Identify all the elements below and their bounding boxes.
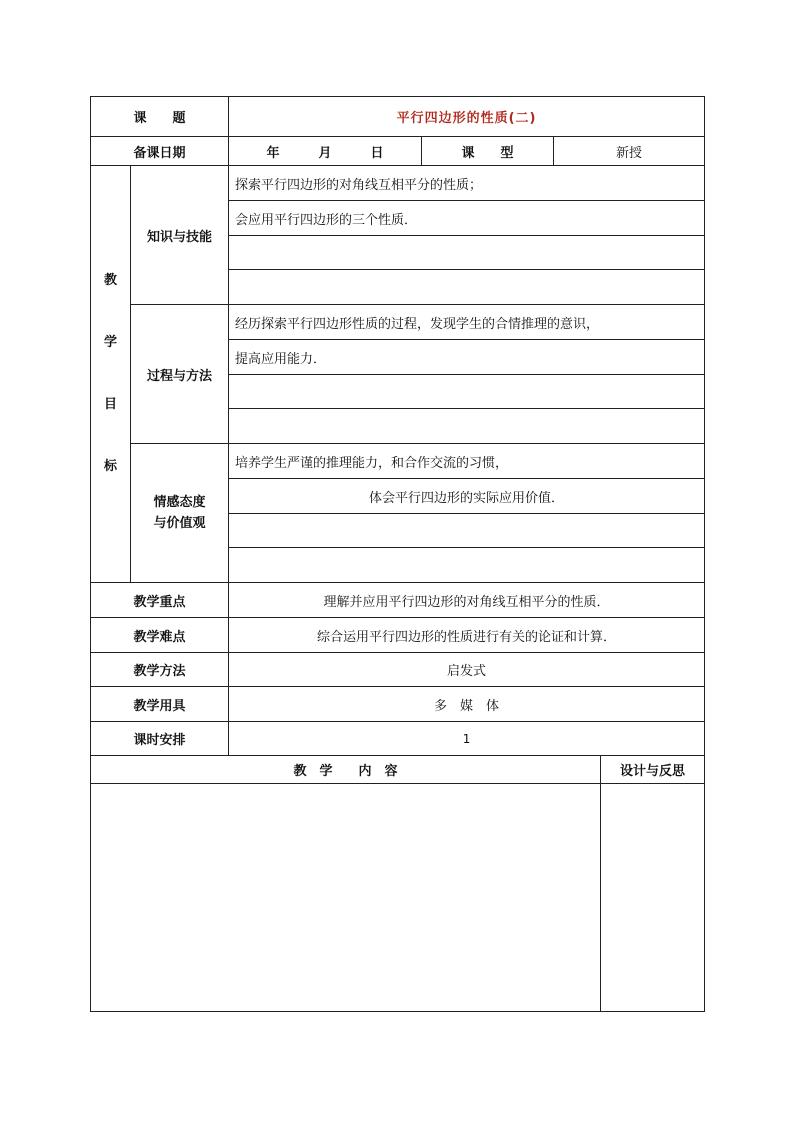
objectives-char-3: 目 [103, 397, 117, 412]
tools-label: 教学用具 [91, 687, 229, 722]
detail-row [91, 722, 705, 756]
schedule-value: 1 [229, 722, 705, 756]
content-table [90, 755, 705, 1012]
difficulties-value: 综合运用平行四边形的性质进行有关的论证和计算． [229, 618, 705, 653]
emotion-line-3 [229, 514, 705, 548]
process-row [91, 305, 705, 340]
emotion-label [131, 444, 229, 583]
reflection-label: 设计与反思 [601, 756, 705, 784]
content-header-row [91, 756, 705, 784]
knowledge-line-4 [229, 270, 705, 305]
date-value: 年 月 日 [229, 137, 422, 166]
objectives-group-label [91, 166, 131, 583]
key-points-value: 理解并应用平行四边形的对角线互相平分的性质． [229, 583, 705, 618]
knowledge-line-1: 探索平行四边形的对角线互相平分的性质； [229, 166, 705, 201]
knowledge-line-3 [229, 236, 705, 270]
lesson-plan-table [90, 96, 705, 756]
objectives-char-2: 学 [103, 335, 117, 350]
process-label: 过程与方法 [131, 305, 229, 444]
difficulties-label: 教学难点 [91, 618, 229, 653]
knowledge-row [91, 166, 705, 201]
process-line-1: 经历探索平行四边形性质的过程，发现学生的合情推理的意识， [229, 305, 705, 340]
method-label: 教学方法 [91, 653, 229, 687]
date-row [91, 137, 705, 166]
objectives-char-4: 标 [103, 459, 117, 474]
emotion-label-line-2: 与价值观 [153, 516, 206, 531]
emotion-line-1: 培养学生严谨的推理能力，和合作交流的习惯， [229, 444, 705, 479]
topic-label: 课 题 [91, 97, 229, 137]
date-label: 备课日期 [91, 137, 229, 166]
process-line-4 [229, 409, 705, 444]
type-label: 课 型 [422, 137, 554, 166]
detail-row [91, 618, 705, 653]
knowledge-line-2: 会应用平行四边形的三个性质． [229, 201, 705, 236]
detail-row [91, 583, 705, 618]
emotion-label-line-1: 情感态度 [153, 495, 206, 510]
objectives-char-1: 教 [103, 273, 117, 288]
content-label: 教 学 内 容 [91, 756, 601, 784]
key-points-label: 教学重点 [91, 583, 229, 618]
reflection-body[interactable] [601, 784, 705, 1012]
process-line-3 [229, 375, 705, 409]
schedule-label: 课时安排 [91, 722, 229, 756]
type-value: 新授 [554, 137, 705, 166]
content-body[interactable] [91, 784, 601, 1012]
topic-row [91, 97, 705, 137]
detail-row [91, 687, 705, 722]
method-value: 启发式 [229, 653, 705, 687]
process-line-2: 提高应用能力． [229, 340, 705, 375]
emotion-line-4 [229, 548, 705, 583]
tools-value: 多 媒 体 [229, 687, 705, 722]
knowledge-label: 知识与技能 [131, 166, 229, 305]
emotion-line-2: 体会平行四边形的实际应用价值． [229, 479, 705, 514]
lesson-title: 平行四边形的性质(二) [229, 97, 705, 137]
emotion-row [91, 444, 705, 479]
detail-row [91, 653, 705, 687]
content-body-row [91, 784, 705, 1012]
